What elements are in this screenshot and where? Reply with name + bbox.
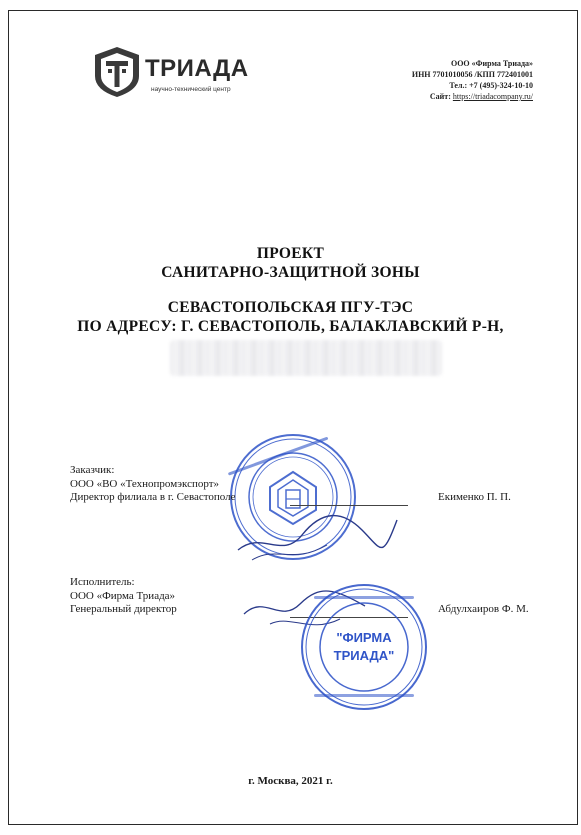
contractor-stamp-line-1: "ФИРМА <box>336 630 392 645</box>
redacted-address <box>170 340 442 376</box>
site-label: Сайт: <box>429 92 451 101</box>
document-footer: г. Москва, 2021 г. <box>248 775 333 787</box>
contractor-signer-name: Абдулхаиров Ф. М. <box>438 603 529 615</box>
title-line-4: ПО АДРЕСУ: Г. СЕВАСТОПОЛЬ, БАЛАКЛАВСКИЙ Р-Н, <box>77 318 504 335</box>
contractor-stamp-line-2: ТРИАДА" <box>333 648 395 663</box>
customer-role: Заказчик: <box>70 464 115 476</box>
site-link[interactable]: https://triadacompany.ru/ <box>452 92 533 101</box>
contractor-position: Генеральный директор <box>70 603 177 615</box>
company-site <box>412 91 533 102</box>
customer-signature-line <box>290 505 408 506</box>
customer-signature <box>232 490 402 570</box>
customer-position: Директор филиала в г. Севастополе <box>70 491 236 503</box>
page-border-right <box>577 10 578 825</box>
title-line-2: САНИТАРНО-ЗАЩИТНОЙ ЗОНЫ <box>161 264 420 281</box>
company-contacts <box>412 58 533 102</box>
customer-block <box>70 464 236 505</box>
title-line-3: СЕВАСТОПОЛЬСКАЯ ПГУ-ТЭС <box>167 299 414 316</box>
triada-shield-logo-icon <box>93 46 141 98</box>
page-border-left <box>8 10 9 825</box>
customer-org: ООО «ВО «Технопромэкспорт» <box>70 477 220 490</box>
company-phone: Тел.: +7 (495)-324-10-10 <box>449 81 533 90</box>
contractor-org: ООО «Фирма Триада» <box>70 589 176 602</box>
title-line-1: ПРОЕКТ <box>256 245 325 262</box>
contractor-seal-stamp <box>298 582 430 712</box>
contractor-block <box>70 576 177 617</box>
logo-tagline: научно-технический центр <box>151 86 231 93</box>
contractor-role: Исполнитель: <box>70 576 135 588</box>
document-title <box>0 244 581 336</box>
page-border-bottom <box>8 824 578 825</box>
page-border-top <box>8 10 578 11</box>
company-name: ООО «Фирма Триада» <box>450 59 533 68</box>
company-inn: ИНН 7701010056 /КПП 772401001 <box>411 70 533 79</box>
customer-signer-name: Екименко П. П. <box>438 491 511 503</box>
company-logo <box>93 46 253 106</box>
logo-wordmark: ТРИАДА <box>145 55 249 82</box>
